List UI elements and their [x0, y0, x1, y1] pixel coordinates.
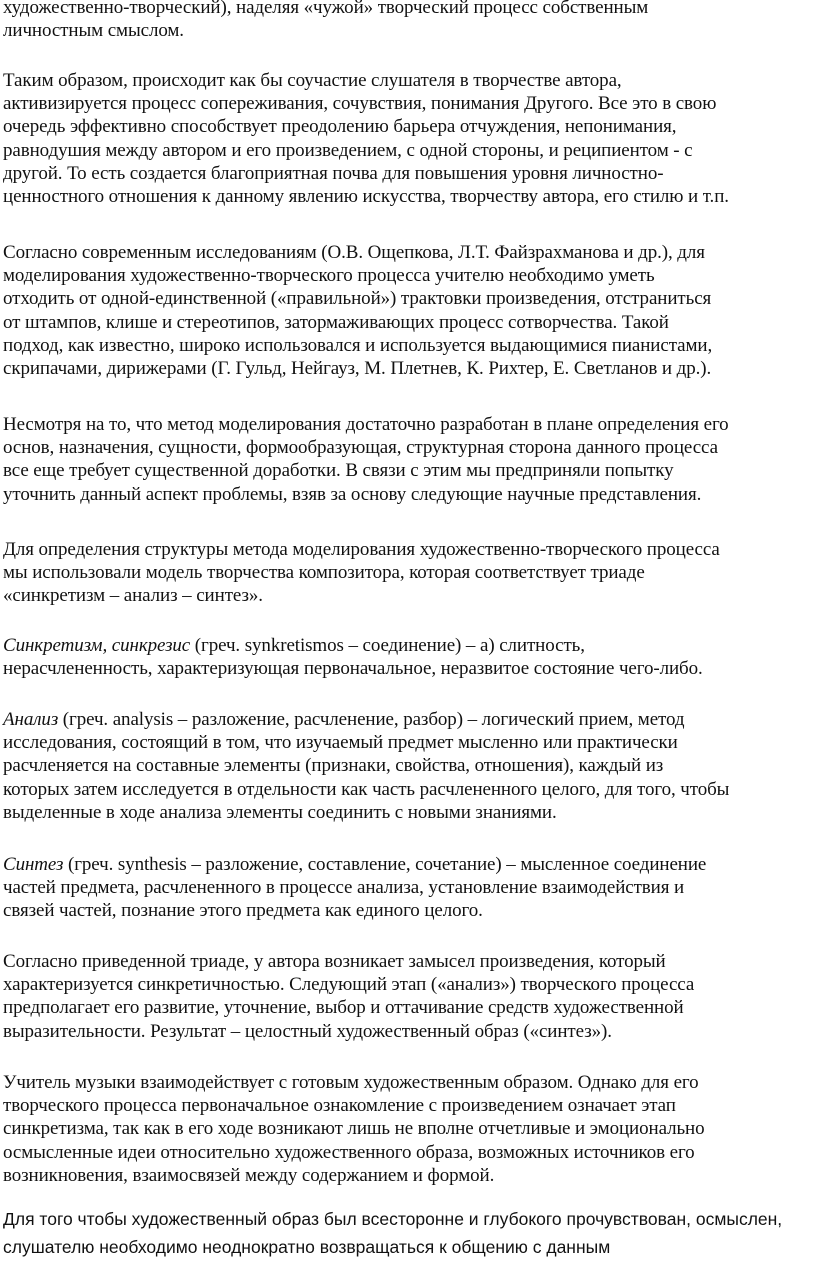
text-line: художественно-творческий), наделяя «чужой» творческий процесс собственным	[3, 0, 649, 18]
definition-synthesis	[3, 853, 706, 923]
text-line: характеризуется синкретичностью. Следующий этап («анализ») творческого процесса	[3, 974, 695, 996]
text-line: уточнить данный аспект проблемы, взяв за основу следующие научные представления.	[3, 483, 702, 505]
text-line: ценностного отношения к данному явлению искусства, творчеству автора, его стилю и т.п.	[3, 186, 729, 208]
text-line: которых затем исследуется в отдельности как часть расчлененного целого, для того, чтобы	[3, 778, 730, 800]
paragraph-1	[3, 0, 648, 42]
definition-syncretism	[3, 634, 703, 680]
text-line: слушателю необходимо неоднократно возвращаться к общению с данным	[3, 1237, 611, 1257]
text-line: «синкретизм – анализ – синтез».	[3, 585, 263, 607]
text-line: отходить от одной-единственной («правильной») трактовки произведения, отстраниться	[3, 288, 712, 310]
text-line: скрипачами, дирижерами (Г. Гульд, Нейгауз, М. Плетнев, К. Рихтер, Е. Светланов и др.).	[3, 358, 712, 380]
text-line: моделирования художественно-творческого процесса учителю необходимо уметь	[3, 265, 655, 287]
text-line: Несмотря на то, что метод моделирования достаточно разработан в плане определения его	[3, 414, 729, 435]
text-line: равнодушия между автором и его произведением, с одной стороны, и реципиентом - с	[3, 139, 693, 161]
paragraph-6	[3, 950, 694, 1043]
paragraph-5	[3, 538, 720, 608]
text-line: связей частей, познание этого предмета как единого целого.	[3, 900, 483, 922]
paragraph-4	[3, 413, 729, 506]
text-line: возникновения, взаимосвязей между содержанием и формой.	[3, 1164, 495, 1186]
text-line: мы использовали модель творчества композитора, которая соответствует триаде	[3, 562, 645, 584]
text-line: Для того чтобы художественный образ был всесторонне и глубокого прочувствован, осмыслен,	[3, 1209, 783, 1229]
paragraph-3	[3, 241, 712, 380]
text-line: все еще требует существенной доработки. В связи с этим мы предприняли попытку	[3, 460, 674, 482]
text-line: очередь эффективно способствует преодолению барьера отчуждения, непонимания,	[3, 116, 677, 138]
text-line: основ, назначения, сущности, формообразующая, структурная сторона данного процесса	[3, 437, 718, 459]
text-line: Согласно приведенной триаде, у автора возникает замысел произведения, который	[3, 951, 666, 972]
definition-text: (греч. synkretismos – соединение) – а) слитность,	[190, 635, 585, 656]
definition-term: Синкретизм, синкрезис	[3, 635, 191, 656]
definition-text: (греч. synthesis – разложение, составление, сочетание) – мысленное соединение	[63, 854, 707, 875]
paragraph-7	[3, 1071, 705, 1187]
text-line: осмысленные идеи относительно художественного образа, возможных источников его	[3, 1141, 695, 1163]
definition-text: (греч. analysis – разложение, расчленение, разбор) – логический прием, метод	[58, 709, 685, 730]
definition-analysis	[3, 708, 729, 824]
text-line: выразительности. Результат – целостный художественный образ («синтез»).	[3, 1020, 612, 1042]
text-line: Согласно современным исследованиям (О.В. Ощепкова, Л.Т. Файзрахманова и др.), для	[3, 242, 705, 263]
text-line: личностным смыслом.	[3, 20, 184, 42]
text-line: активизируется процесс сопереживания, сочувствия, понимания Другого. Все это в свою	[3, 93, 717, 115]
text-line: от штампов, клише и стереотипов, затормаживающих процесс сотворчества. Такой	[3, 311, 669, 333]
text-line: Учитель музыки взаимодействует с готовым художественным образом. Однако для его	[3, 1072, 699, 1093]
text-line: подход, как известно, широко использовался и используется выдающимися пианистами,	[3, 334, 713, 356]
text-line	[3, 708, 729, 731]
definition-term: Анализ	[3, 709, 59, 730]
text-line: синкретизма, так как в его ходе возникают лишь не вполне отчетливые и эмоционально	[3, 1118, 705, 1140]
text-line: расчленяется на составные элементы (признаки, свойства, отношения), каждый из	[3, 755, 664, 777]
text-line: творческого процесса первоначальное ознакомление с произведением означает этап	[3, 1095, 676, 1117]
definition-term: Синтез	[3, 854, 64, 875]
text-line: другой. То есть создается благоприятная почва для повышения уровня личностно-	[3, 162, 664, 184]
text-line: частей предмета, расчлененного в процессе анализа, установление взаимодействия и	[3, 877, 685, 899]
text-line: выделенные в ходе анализа элементы соединить с новыми знаниями.	[3, 801, 557, 823]
text-line: предполагает его развитие, уточнение, выбор и оттачивание средств художественной	[3, 997, 684, 1019]
text-line: исследования, состоящий в том, что изучаемый предмет мысленно или практически	[3, 732, 678, 754]
text-line	[3, 634, 703, 657]
text-line	[3, 853, 706, 876]
paragraph-2	[3, 69, 729, 208]
text-line: Для определения структуры метода моделирования художественно-творческого процесса	[3, 539, 720, 560]
paragraph-sans	[3, 1205, 782, 1261]
text-line: Таким образом, происходит как бы соучастие слушателя в творчестве автора,	[3, 70, 622, 91]
text-line: нерасчлененность, характеризующая первоначальное, неразвитое состояние чего-либо.	[3, 658, 703, 680]
